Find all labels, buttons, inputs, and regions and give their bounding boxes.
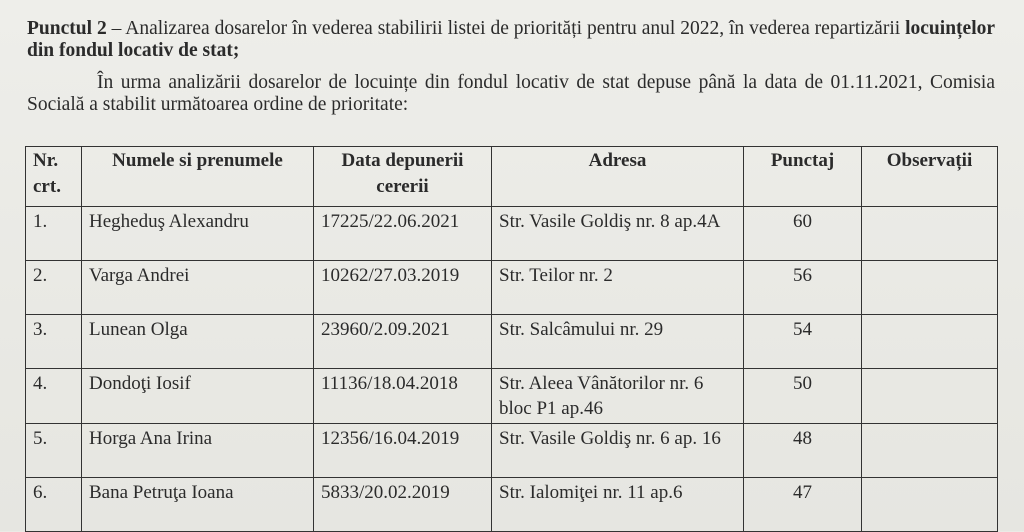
cell-date: 11136/18.04.2018 <box>314 369 492 424</box>
cell-address: Str. Salcâmului nr. 29 <box>492 315 744 369</box>
cell-date: 23960/2.09.2021 <box>314 315 492 369</box>
cell-nr: 4. <box>26 369 82 424</box>
cell-name: Dondoţi Iosif <box>82 369 314 424</box>
cell-address: Str. Ialomiţei nr. 11 ap.6 <box>492 478 744 532</box>
header-score: Punctaj <box>744 147 862 207</box>
item-end: ; <box>232 40 240 61</box>
cell-nr: 3. <box>26 315 82 369</box>
priority-table <box>25 146 998 532</box>
cell-address: Str. Vasile Goldiş nr. 8 ap.4A <box>492 207 744 261</box>
table-row <box>26 424 998 478</box>
item-heading-paragraph <box>27 18 995 62</box>
table-header-row <box>26 147 998 207</box>
cell-date: 5833/20.02.2019 <box>314 478 492 532</box>
cell-score: 50 <box>744 369 862 424</box>
cell-name: Lunean Olga <box>82 315 314 369</box>
cell-notes <box>862 315 998 369</box>
cell-nr: 2. <box>26 261 82 315</box>
cell-notes <box>862 424 998 478</box>
cell-score: 60 <box>744 207 862 261</box>
cell-name: Varga Andrei <box>82 261 314 315</box>
header-notes: Observații <box>862 147 998 207</box>
table-row <box>26 478 998 532</box>
item-heading: Punctul 2 <box>27 18 107 39</box>
cell-score: 56 <box>744 261 862 315</box>
item-bold-phrase: locuințelor din fondul locativ de stat <box>27 18 996 61</box>
cell-name: Bana Petruţa Ioana <box>82 478 314 532</box>
cell-notes <box>862 369 998 424</box>
cell-date: 12356/16.04.2019 <box>314 424 492 478</box>
table-row <box>26 369 998 424</box>
cell-nr: 5. <box>26 424 82 478</box>
intro-paragraph <box>27 72 995 116</box>
table-row <box>26 207 998 261</box>
cell-date: 17225/22.06.2021 <box>314 207 492 261</box>
cell-address: Str. Teilor nr. 2 <box>492 261 744 315</box>
cell-score: 48 <box>744 424 862 478</box>
cell-date: 10262/27.03.2019 <box>314 261 492 315</box>
cell-notes <box>862 207 998 261</box>
item-description: – Analizarea dosarelor în vederea stabilirii listei de priorități pentru anul 2022, în vederea repartizării <box>106 18 906 39</box>
cell-name: Horga Ana Irina <box>82 424 314 478</box>
cell-address: Str. Aleea Vânătorilor nr. 6 bloc P1 ap.46 <box>492 369 744 424</box>
table-row <box>26 261 998 315</box>
cell-notes <box>862 261 998 315</box>
cell-address: Str. Vasile Goldiş nr. 6 ap. 16 <box>492 424 744 478</box>
cell-nr: 1. <box>26 207 82 261</box>
cell-score: 54 <box>744 315 862 369</box>
intro-paragraph-text: În urma analizării dosarelor de locuințe din fondul locativ de stat depuse până la data de 01.11.2021, Comisia Socială a stabilit următoarea ordine de prioritate: <box>27 72 995 115</box>
cell-name: Hegheduş Alexandru <box>82 207 314 261</box>
header-address: Adresa <box>492 147 744 207</box>
cell-score: 47 <box>744 478 862 532</box>
header-date: Data depunerii cererii <box>314 147 492 207</box>
cell-nr: 6. <box>26 478 82 532</box>
header-name: Numele si prenumele <box>82 147 314 207</box>
header-nr: Nr. crt. <box>26 147 82 207</box>
table-row <box>26 315 998 369</box>
cell-notes <box>862 478 998 532</box>
